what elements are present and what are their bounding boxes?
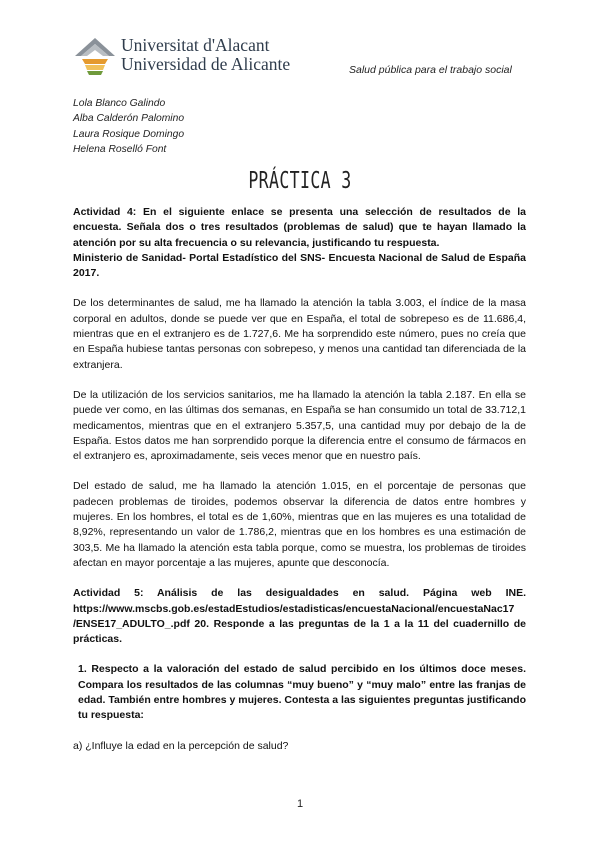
- author-list: [73, 96, 184, 157]
- question-1: 1. Respecto a la valoración del estado de salud percibido en los últimos doce meses. Compara los resultados de las columnas “muy bueno” y “muy malo” entre las franjas de edad. También entre hombres y mujeres. Contesta a las siguientes preguntas justificando tu respuesta:: [78, 663, 526, 722]
- page-title: PRÁCTICA 3: [248, 168, 352, 194]
- author-name: Helena Roselló Font: [73, 143, 167, 155]
- question-1a: a) ¿Influye la edad en la percepción de salud?: [73, 739, 289, 752]
- university-name: [121, 36, 290, 74]
- activity-4-paragraph-2: De la utilización de los servicios sanitarios, me ha llamado la atención la tabla 2.187. En ella se puede ver como, en las últimas dos semanas, en España se han consumido un total de 33.712,1 medicamentos, mientras que en el extranjero 5.357,5, una cantidad muy por debajo de la de España. Estos datos me han sorprendido porque la diferencia entre el consumo de fármacos en el extranjero es, aproximadamente, seis veces menor que en nuestro país.: [73, 388, 526, 463]
- author-name: Lola Blanco Galindo: [73, 98, 166, 109]
- author-name: Laura Rosique Domingo: [73, 128, 185, 140]
- document-body: [73, 205, 526, 754]
- activity-4-heading: Actividad 4: En el siguiente enlace se presenta una selección de resultados de la encuesta. Señala dos o tres resultados (problemas de salud) que te hayan llamado la atención por su alta frecuencia o su relevancia, justificando tu respuesta.: [73, 206, 526, 249]
- author-name: Alba Calderón Palomino: [73, 113, 185, 125]
- activity-4-paragraph-1: De los determinantes de salud, me ha llamado la atención la tabla 3.003, el índice de la masa corporal en adultos, donde se puede ver que en España, el total de sobrepeso es de 11.686,4, mientras que en el extranjero es de 1.727,6. Me ha sorprendido este número, pues no creía que en España hubiese tantas personas con sobrepeso, y menos una cantidad tan diferenciada de la extranjera.: [73, 297, 526, 371]
- activity-4-source: Ministerio de Sanidad- Portal Estadístico del SNS- Encuesta Nacional de Salud de España 2017.: [73, 251, 526, 280]
- activity-4-paragraph-3: Del estado de salud, me ha llamado la atención 1.015, en el porcentaje de personas que padecen problemas de tiroides, podemos observar la diferencia de datos entre hombres y mujeres. En los hombres, el total es de 1,60%, mientras que en las mujeres es una totalidad de 8,92%, representando un valor de 1.786,2, mientras que en los hombres es una estimación de 303,5. Me ha llamado la atención esta tabla porque, como se muestra, los problemas de tiroides afectan en mayor porcentaje a las mujeres, apunte que desconocía.: [73, 480, 526, 569]
- course-name: Salud pública para el trabajo social: [349, 64, 512, 76]
- university-emblem-icon: [73, 36, 117, 76]
- activity-5-heading: Actividad 5: Análisis de las desigualdades en salud. Página web INE. https://www.mscbs.gob.es/estadEstudios/estadisticas/encuestaNacional/encuestaNac17 /ENSE17_ADULTO_.pdf 20. Responde a las preguntas de la 1 a la 11 del cuadernillo de prácticas.: [73, 587, 526, 646]
- university-name-spanish: Universidad de Alicante: [121, 54, 291, 74]
- page-number: 1: [296, 798, 304, 810]
- university-name-valencian: Universitat d'Alacant: [121, 35, 270, 55]
- university-logo: [73, 36, 303, 80]
